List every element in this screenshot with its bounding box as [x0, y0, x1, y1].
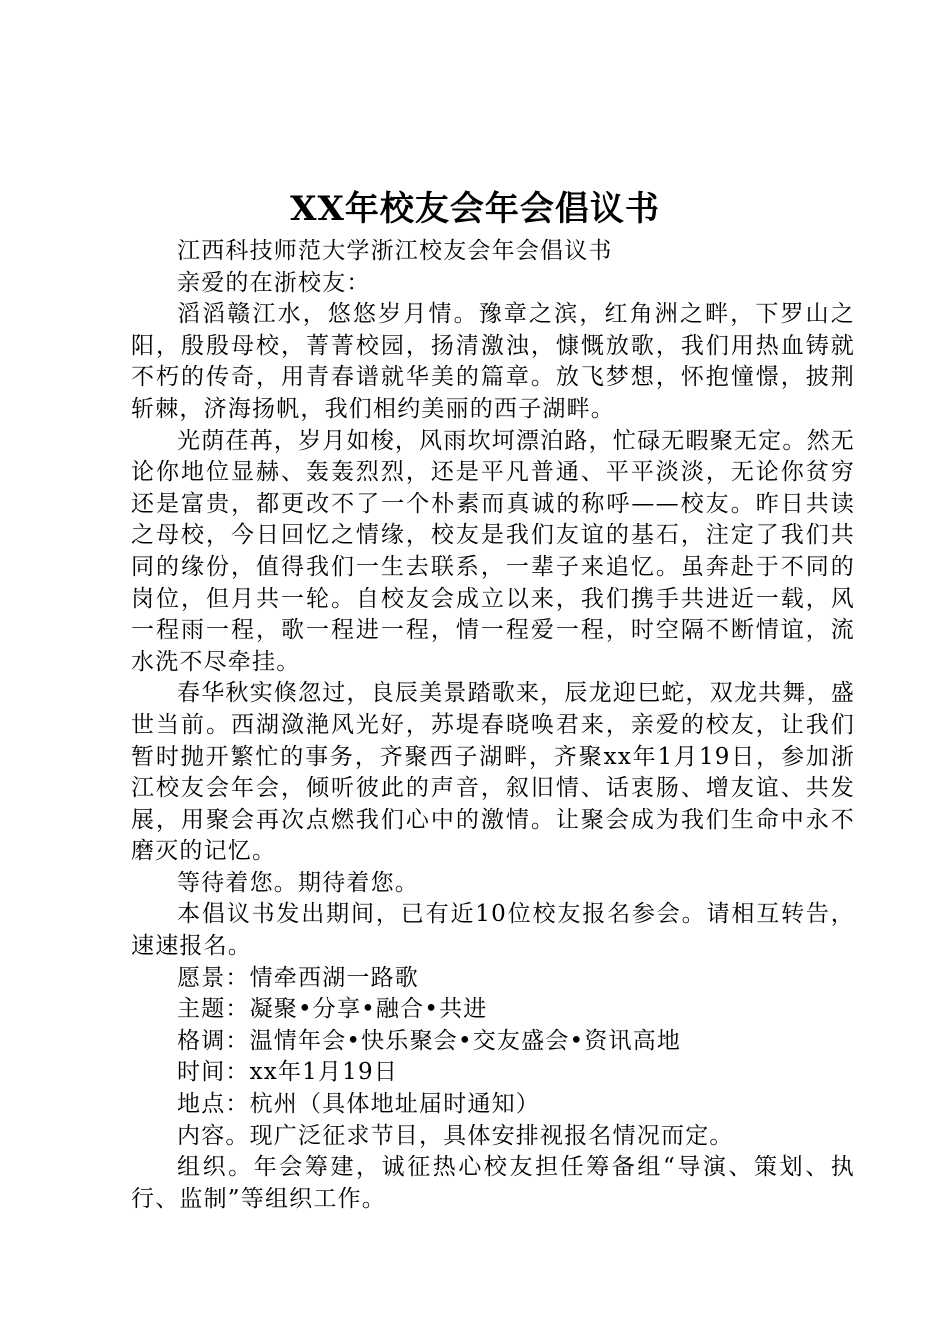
paragraph: 春华秋实倏忽过，良辰美景踏歌来，辰龙迎巳蛇，双龙共舞，盛世当前。西湖潋滟风光好，苏堤春晓唤君来，亲爱的校友，让我们暂时抛开繁忙的事务，齐聚西子湖畔，齐聚xx年1月19日，参加浙江校友会年会，倾听彼此的声音，叙旧情、话衷肠、增友谊、共发展，用聚会再次点燃我们心中的激情。让聚会成为我们生命中永不磨灭的记忆。 [131, 680, 855, 865]
salutation: 亲爱的在浙校友： [177, 269, 371, 296]
organization-line: 组织。年会筹建，诚征热心校友担任筹备组“导演、策划、执行、监制”等组织工作。 [131, 1154, 855, 1212]
paragraph: 等待着您。期待着您。 [177, 869, 419, 896]
document-body [131, 236, 855, 1215]
document-title: XX年校友会年会倡议书 [290, 189, 660, 229]
paragraph: 本倡议书发出期间，已有近10位校友报名参会。请相互转告，速速报名。 [131, 901, 855, 960]
content-line: 内容。现广泛征求节目，具体安排视报名情况而定。 [177, 1122, 734, 1149]
tone-line: 格调：温情年会•快乐聚会•交友盛会•资讯高地 [177, 1027, 682, 1054]
location-line: 地点：杭州（具体地址届时通知） [177, 1091, 540, 1118]
theme-line: 主题：凝聚•分享•融合•共进 [177, 996, 488, 1023]
paragraph: 滔滔赣江水，悠悠岁月情。豫章之滨，红角洲之畔，下罗山之阳，殷殷母校，菁菁校园，扬清激浊，慷慨放歌，我们用热血铸就不朽的传奇，用青春谱就华美的篇章。放飞梦想，怀抱憧憬，披荆斩棘，济海扬帆，我们相约美丽的西子湖畔。 [131, 301, 855, 422]
time-line: 时间：xx年1月19日 [177, 1059, 399, 1086]
letter-heading: 江西科技师范大学浙江校友会年会倡议书 [177, 238, 613, 264]
paragraph: 光荫荏苒，岁月如梭，风雨坎坷漂泊路，忙碌无暇聚无定。然无论你地位显赫、轰轰烈烈，还是平凡普通、平平淡淡，无论你贫穷还是富贵，都更改不了一个朴素而真诚的称呼——校友。昨日共读之母校，今日回忆之情缘，校友是我们友谊的基石，注定了我们共同的缘份，值得我们一生去联系，一辈子来追忆。虽奔赴于不同的岗位，但月共一轮。自校友会成立以来，我们携手共进近一载，风一程雨一程，歌一程进一程，情一程爱一程，时空隔不断情谊，流水洗不尽牵挂。 [131, 427, 855, 675]
vision-line: 愿景：情牵西湖一路歌 [177, 964, 419, 991]
